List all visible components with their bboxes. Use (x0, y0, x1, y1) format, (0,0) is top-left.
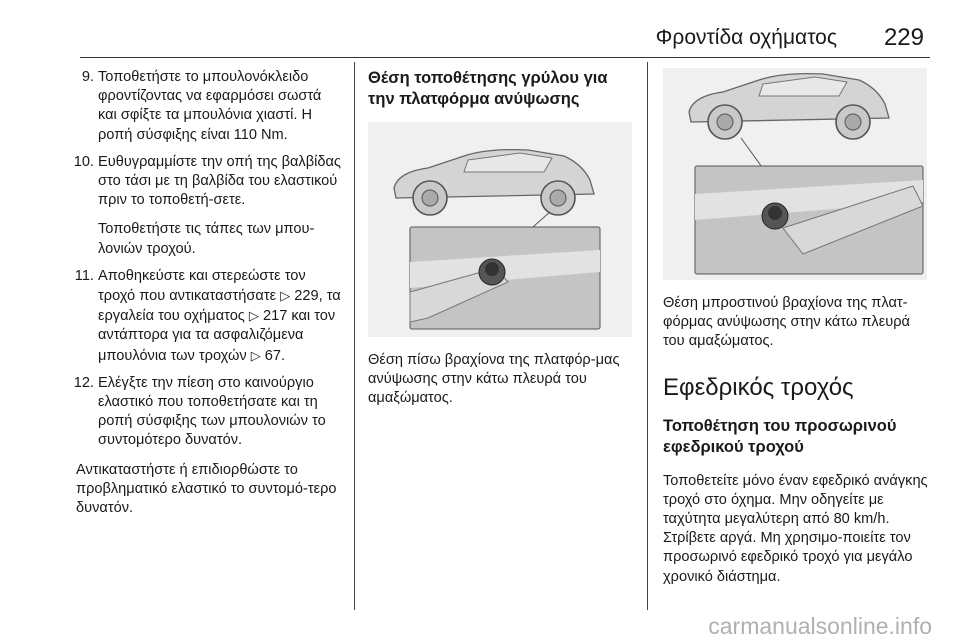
watermark: carmanualsonline.info (708, 613, 932, 639)
step-text: Ελέγξτε την πίεση στο καινούργιο ελαστικό που τοποθετήσατε και τη ροπή σύσφιξης των μπουλονιών το συντομότερο δυνατόν. (98, 374, 326, 449)
front-jack-point-illustration (663, 68, 927, 280)
step-number: 9. (81, 69, 94, 85)
step-text-a: Αποθηκεύστε και στερεώστε τον τροχό που αντικαταστήσατε (98, 267, 306, 305)
car-side-icon (663, 68, 927, 280)
front-arm-caption: Θέση μπροστινού βραχίονα της πλατ-φόρμας ανύψωσης στην κάτω πλευρά του αμαξώματος. (663, 295, 910, 350)
list-item (76, 68, 344, 145)
rear-arm-caption: Θέση πίσω βραχίονα της πλατφόρ-μας ανύψωσης στην κάτω πλευρά του αμαξώματος. (368, 352, 620, 407)
header-title: Φροντίδα οχήματος (655, 26, 837, 49)
reference-link-tools[interactable]: 229, τα εργαλεία του οχήματος (98, 288, 341, 325)
rear-jack-point-illustration (368, 122, 632, 337)
step-text: Ευθυγραμμίστε την οπή της βαλβίδας στο τάσι με τη βαλβίδα του ελαστικού πριν το τοποθετή-σετε. (98, 153, 341, 209)
page-reference-icon: ▷ (250, 347, 261, 363)
spare-wheel-heading: Εφεδρικός τροχός (663, 373, 854, 401)
page-reference-icon: ▷ (280, 288, 291, 304)
step-number: 11. (74, 267, 94, 284)
list-item (73, 374, 344, 451)
step-number: 12. (73, 374, 94, 391)
temp-spare-text: Τοποθετείτε μόνο έναν εφεδρικό ανάγκης τροχό στο όχημα. Μην οδηγείτε με ταχύτητα μεγαλύτερη από 80 km/h. Στρίβετε αργά. Μη χρησιμο-ποιείτε τον προσωρινό εφεδρικό τροχό για μεγάλο χρονικό διάστημα. (663, 472, 928, 585)
temp-spare-heading: Τοποθέτηση του προσωρινού εφεδρικού τροχού (663, 416, 897, 456)
step-text: Τοποθετήστε το μπουλονόκλειδο φροντίζοντας να εφαρμόσει σωστά και σφίξτε τα μπουλόνια χιαστί. Η ροπή σύσφιξης είναι 110 Nm. (98, 69, 322, 143)
column-jack-positions (368, 68, 636, 409)
column-spare-wheel (663, 68, 931, 587)
closing-paragraph: Αντικαταστήστε ή επιδιορθώστε το προβληματικό ελαστικό το συντομό-τερο δυνατόν. (76, 461, 337, 517)
step-number: 10. (73, 153, 94, 170)
list-item (76, 267, 344, 366)
step-text (98, 267, 344, 366)
header-rule (80, 57, 930, 58)
reference-link-adapter[interactable]: 217 και τον αντάπτορα για τα ασφαλιζόμενα μπουλόνια των τροχών (98, 308, 336, 364)
step-note: Τοποθετήστε τις τάπες των μπου-λονιών τροχού. (98, 221, 315, 257)
column-steps (73, 68, 344, 518)
page-header (80, 22, 930, 58)
car-side-icon (368, 122, 632, 337)
list-item (73, 153, 344, 259)
column-divider (647, 62, 648, 610)
column-divider (354, 62, 355, 610)
page-reference-icon: ▷ (248, 308, 259, 324)
reference-link-67[interactable]: 67. (264, 347, 286, 364)
page-number: 229 (883, 24, 924, 51)
jack-heading: Θέση τοποθέτησης γρύλου για την πλατφόρμα ανύψωσης (368, 69, 608, 108)
